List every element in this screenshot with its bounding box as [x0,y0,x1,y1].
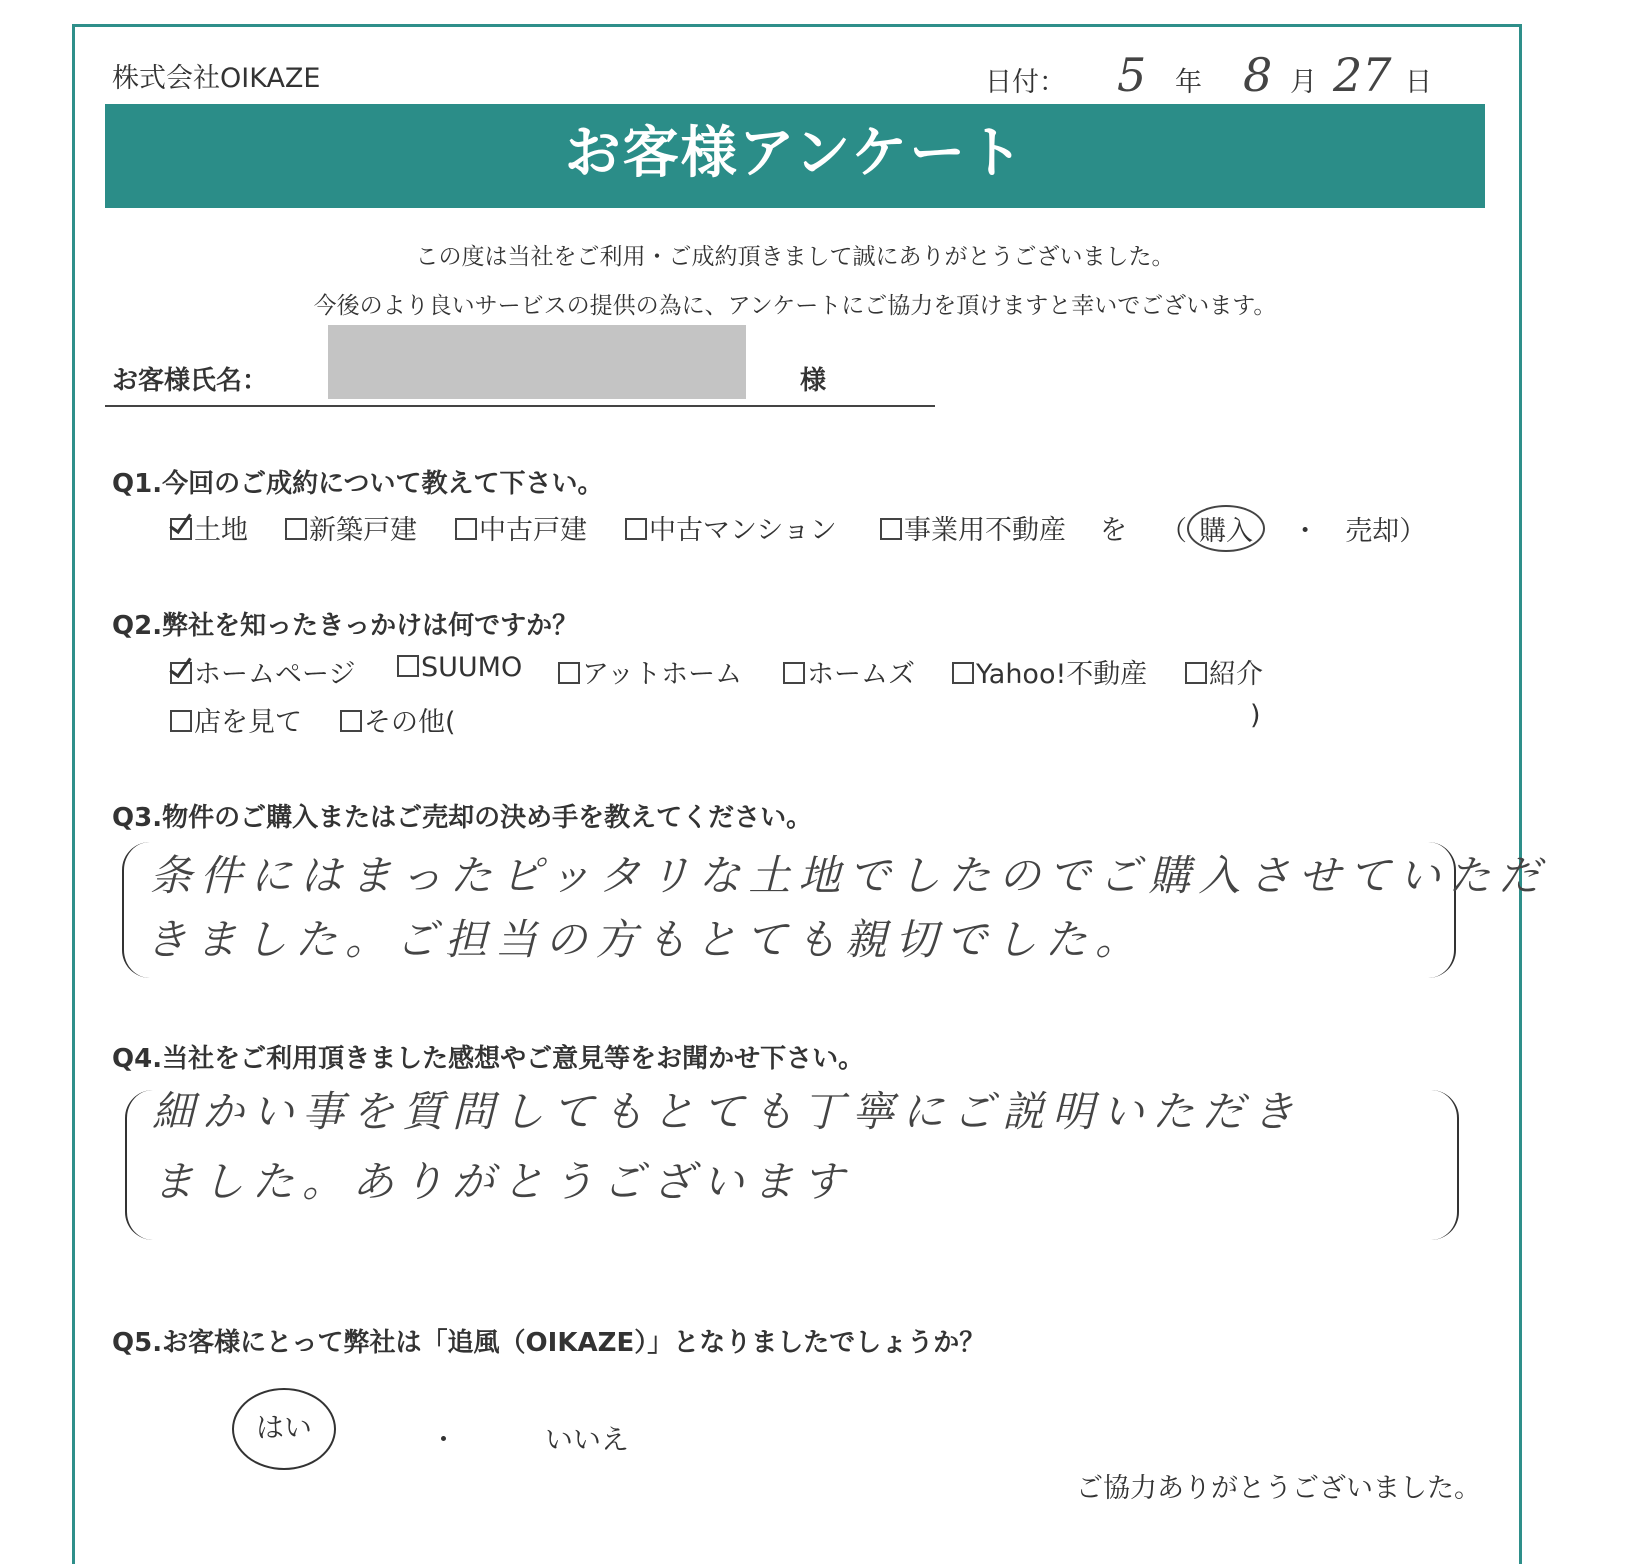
q2-option[interactable]: SUUMO [397,652,522,683]
checkbox-icon[interactable] [170,710,192,732]
q1-question: Q1.今回のご成約について教えて下さい。 [112,469,604,499]
checkbox-icon[interactable] [340,710,362,732]
date-day-unit: 日 [1405,67,1432,98]
checkbox-checked-icon[interactable] [170,662,192,684]
q2-question: Q2.弊社を知ったきっかけは何ですか？ [112,611,579,641]
q2-option[interactable]: その他( [340,700,456,739]
checkbox-icon[interactable] [285,518,307,540]
date-month-unit: 月 [1290,67,1317,98]
customer-name-label: お客様氏名： [112,366,269,396]
q2-option[interactable]: 紹介 [1185,652,1263,691]
q3-question: Q3.物件のご購入またはご売却の決め手を教えてください。 [112,803,813,833]
q5-yes-circled[interactable]: はい [232,1388,336,1470]
customer-name-underline [105,405,935,407]
q2-option[interactable]: 店を見て [170,700,302,739]
date-year-unit: 年 [1175,67,1202,98]
checkbox-icon[interactable] [558,662,580,684]
q4-answer-line-1: 細かい事を質問してもとても丁寧にご説明いただき [152,1087,1303,1136]
q3-answer-line-1: 条件にはまったピッタリな土地でしたのでご購入させていただ [150,851,1549,900]
q1-option[interactable]: 事業用不動産 [880,508,1066,547]
checkbox-icon[interactable] [880,518,902,540]
intro-line-1: この度は当社をご利用・ご成約頂きまして誠にありがとうございました。 [415,244,1175,270]
intro-line-2: 今後のより良いサービスの提供の為に、アンケートにご協力を頂けますと幸いでございます。 [313,293,1277,319]
company-name: 株式会社OIKAZE [112,63,321,94]
checkbox-icon[interactable] [397,655,419,677]
customer-name-suffix: 様 [800,366,827,396]
q5-no[interactable]: いいえ [545,1423,630,1456]
title-banner: お客様アンケート [105,104,1485,208]
q3-answer-line-2: きました。ご担当の方もとても親切でした。 [145,915,1146,964]
date-day: 27 [1333,48,1392,102]
q1-wo: を [1100,515,1127,546]
q2-option[interactable]: アットホーム [558,652,742,691]
date-row [985,48,1445,106]
date-month: 8 [1243,48,1273,102]
q2-option[interactable]: Yahoo!不動産 [952,652,1147,691]
checkbox-checked-icon[interactable] [170,518,192,540]
checkbox-icon[interactable] [783,662,805,684]
q2-other-close-paren: ) [1250,700,1261,731]
footer-thanks: ご協力ありがとうございました。 [1076,1473,1481,1504]
q1-purchase-sale: （ 購入 ・ 売却） [1160,505,1426,552]
checkbox-icon[interactable] [952,662,974,684]
q1-option[interactable]: 土地 [170,508,248,547]
q4-question: Q4.当社をご利用頂きました感想やご意見等をお聞かせ下さい。 [112,1044,865,1074]
q1-option[interactable]: 中古戸建 [455,508,587,547]
q2-option[interactable]: ホームページ [170,652,355,691]
q5-question: Q5.お客様にとって弊社は「追風（OIKAZE）」となりましたでしょうか？ [112,1328,986,1358]
q2-option[interactable]: ホームズ [783,652,915,691]
q1-option[interactable]: 新築戸建 [285,508,417,547]
customer-name-redacted [328,325,746,399]
date-label: 日付： [985,67,1066,98]
q4-answer-line-2: ました。ありがとうございます [152,1157,853,1206]
q1-option[interactable]: 中古マンション [625,508,837,547]
checkbox-icon[interactable] [625,518,647,540]
checkbox-icon[interactable] [1185,662,1207,684]
date-year: 5 [1117,48,1147,102]
q1-purchase-circled[interactable]: 購入 [1187,505,1265,552]
checkbox-icon[interactable] [455,518,477,540]
q1-sale[interactable]: 売却 [1345,516,1400,547]
q5-dot: ・ [430,1425,457,1456]
